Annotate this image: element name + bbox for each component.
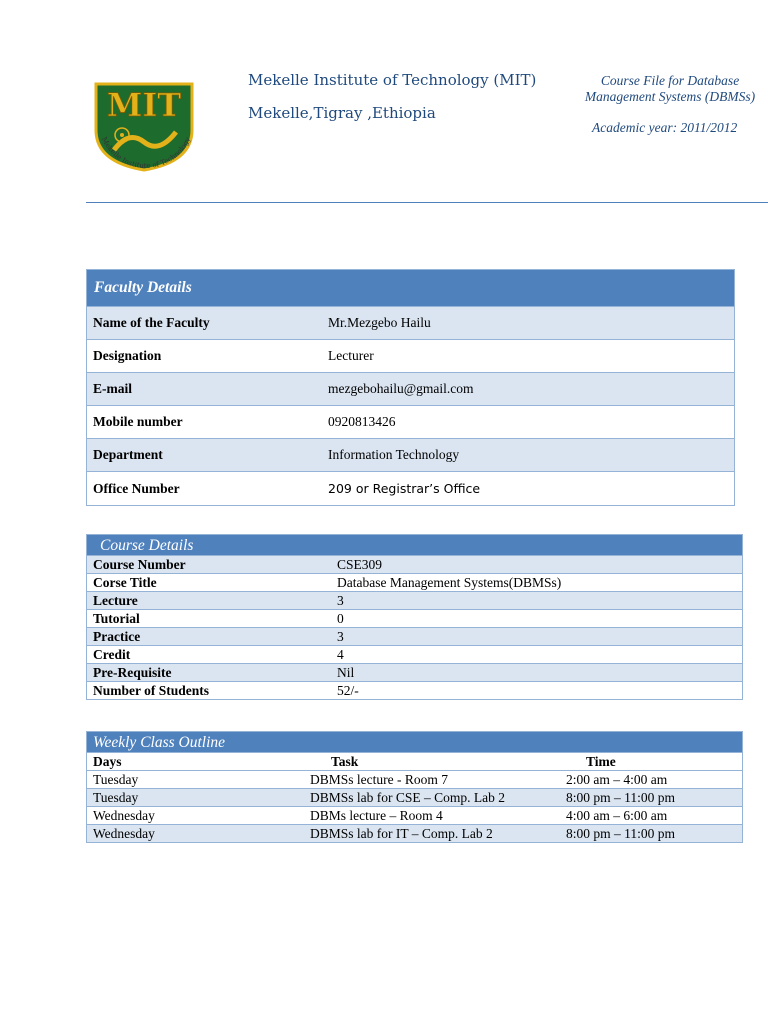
table-row [87,770,742,788]
weekly-outline-title: Weekly Class Outline [87,732,742,752]
table-row [87,555,742,573]
cell-time: 8:00 pm – 11:00 pm [566,825,676,841]
row-label: Mobile number [93,414,183,429]
cell-day: Tuesday [93,771,139,787]
table-row [87,591,742,609]
course-file-title: Course File for Database Management Systems (DBMSs) [584,73,756,104]
cell-time: 2:00 am – 4:00 am [566,771,668,787]
table-row [87,373,734,406]
row-value: Information Technology [328,447,460,462]
cell-day: Tuesday [93,789,139,805]
institute-location: Mekelle,Tigray ,Ethiopia [248,104,436,122]
cell-task: DBMSs lecture - Room 7 [310,771,448,787]
cell-time: 4:00 am – 6:00 am [566,807,668,823]
logo-ring-text: Mekelle Institute of Technology [99,135,193,171]
row-label: Office Number [93,480,180,496]
row-label: Practice [93,628,141,644]
row-value: 3 [337,592,344,608]
column-header-days: Days [93,753,122,769]
faculty-details-title: Faculty Details [87,270,734,307]
table-row [87,472,734,505]
row-value: 4 [337,646,344,662]
row-value: Database Management Systems(DBMSs) [337,574,562,590]
cell-day: Wednesday [93,807,155,823]
table-row [87,681,742,699]
cell-task: DBMs lecture – Room 4 [310,807,443,823]
cell-day: Wednesday [93,825,155,841]
row-label: Designation [93,348,162,363]
table-row [87,439,734,472]
row-label: Credit [93,646,131,662]
row-label: Department [93,447,163,462]
table-row [87,307,734,340]
row-value: 0920813426 [328,414,396,429]
row-value: 52/- [337,682,359,698]
row-label: Name of the Faculty [93,315,210,330]
column-header-time: Time [586,753,616,769]
table-row [87,645,742,663]
row-label: E-mail [93,381,132,396]
row-value: 209 or Registrar’s Office [328,481,481,496]
row-value: 0 [337,610,344,626]
table-row [87,573,742,591]
header-divider [86,202,768,203]
row-label: Pre-Requisite [93,664,172,680]
table-row [87,788,742,806]
cell-task: DBMSs lab for IT – Comp. Lab 2 [310,825,493,841]
row-value: mezgebohailu@gmail.com [328,381,474,396]
row-label: Number of Students [93,682,210,698]
table-row [87,663,742,681]
row-value: Lecturer [328,348,374,363]
row-value: 3 [337,628,344,644]
row-value: CSE309 [337,556,383,572]
course-details-title: Course Details [87,535,742,555]
column-header-task: Task [331,753,359,769]
course-details-table [86,534,743,700]
institute-name: Mekelle Institute of Technology (MIT) [248,71,537,89]
table-row [87,340,734,373]
weekly-outline-table [86,731,743,843]
cell-task: DBMSs lab for CSE – Comp. Lab 2 [310,789,506,805]
table-row [87,627,742,645]
row-label: Tutorial [93,610,140,626]
row-label: Lecture [93,592,138,608]
table-row [87,806,742,824]
row-label: Corse Title [93,574,157,590]
table-row [87,406,734,439]
row-label: Course Number [93,556,186,572]
row-value: Mr.Mezgebo Hailu [328,315,431,330]
row-value: Nil [337,664,355,680]
table-header-row [87,752,742,770]
table-row [87,609,742,627]
institute-logo [84,80,204,176]
logo-text: MIT [106,86,182,124]
faculty-details-table [86,269,735,506]
table-row [87,824,742,842]
academic-year: Academic year: 2011/2012 [592,120,738,135]
cell-time: 8:00 pm – 11:00 pm [566,789,676,805]
